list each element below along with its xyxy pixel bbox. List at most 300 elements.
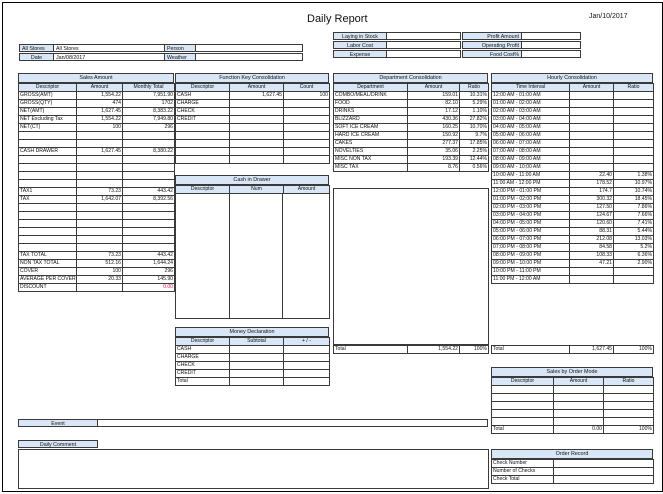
order-mode-total-row: [492, 426, 654, 434]
table-cell: 12:00 PM - 01:00 PM: [492, 188, 570, 196]
table-cell: 150.92: [408, 132, 460, 140]
table-cell: 127.50: [570, 204, 614, 212]
table-row: [176, 132, 330, 140]
table-cell: [570, 100, 614, 108]
table-cell: [570, 156, 614, 164]
table-cell: CHECK: [176, 108, 230, 116]
table-cell: 1,554.22: [77, 116, 123, 124]
table-cell: [19, 156, 77, 164]
table-cell: 35.06: [408, 148, 460, 156]
table-cell: 212.08: [570, 236, 614, 244]
table-cell: 20.33: [77, 276, 123, 284]
table-cell: 2.90%: [614, 260, 654, 268]
table-row: [492, 116, 654, 124]
operating-profit-label: Operating Profit: [462, 41, 522, 49]
table-cell: [123, 172, 175, 180]
table-cell: 159.01: [408, 92, 460, 100]
table-cell: [230, 378, 284, 386]
table-row: [19, 260, 175, 268]
table-row: [492, 156, 654, 164]
table-cell: MISC NON TAX: [334, 156, 408, 164]
order-record-table: [491, 459, 654, 484]
table-row: [176, 156, 330, 164]
order-record-check-total: Check Total: [492, 476, 554, 484]
date-label: Date: [19, 53, 54, 61]
table-row: [492, 276, 654, 284]
table-cell: [284, 124, 330, 132]
sales-header-amount: Amount: [77, 84, 123, 92]
table-row: [176, 92, 330, 100]
table-cell: [123, 228, 175, 236]
dept-total-amount: 1,554.22: [408, 346, 460, 354]
hourly-total-ratio: 100%: [614, 346, 654, 354]
table-row: [176, 108, 330, 116]
table-row: [492, 418, 654, 426]
table-row: [19, 204, 175, 212]
table-row: [19, 276, 175, 284]
table-cell: MISC TAX: [334, 164, 408, 172]
department-table: [333, 83, 489, 172]
table-cell: [614, 108, 654, 116]
cash-in-drawer-caption: Cash in Drawer: [175, 175, 329, 185]
table-row: [19, 244, 175, 252]
table-cell: 8,383.22: [123, 108, 175, 116]
table-cell: [19, 204, 77, 212]
table-cell: [230, 156, 284, 164]
table-cell: TAX: [19, 196, 77, 204]
department-caption: Department Consolidation: [333, 73, 488, 83]
food-cost-label: Food Cost%: [462, 50, 522, 58]
table-cell: [123, 244, 175, 252]
table-cell: [614, 116, 654, 124]
table-cell: [176, 156, 230, 164]
table-cell: 120.60: [570, 220, 614, 228]
table-cell: 03:00 PM - 04:00 PM: [492, 212, 570, 220]
table-row: [492, 402, 654, 410]
table-cell: 05:00 AM - 06:00 AM: [492, 132, 570, 140]
table-row: [19, 284, 175, 292]
table-row: [492, 180, 654, 188]
table-cell: 443.42: [123, 252, 175, 260]
table-cell: 100: [284, 92, 330, 100]
table-cell: 430.36: [408, 116, 460, 124]
table-row: [176, 378, 330, 386]
table-row: [492, 92, 654, 100]
table-cell: 09:00 AM - 10:00 AM: [492, 164, 570, 172]
table-cell: [176, 148, 230, 156]
om-header-ratio: Ratio: [604, 378, 654, 386]
table-cell: 193.39: [408, 156, 460, 164]
table-cell: 1,644.24: [123, 260, 175, 268]
table-row: [19, 148, 175, 156]
dept-header-department: Department: [334, 84, 408, 92]
sales-amount-caption: Sales Amount: [18, 73, 174, 83]
table-cell: [284, 132, 330, 140]
table-cell: [614, 92, 654, 100]
table-cell: [123, 212, 175, 220]
order-record-check-number: Check Number: [492, 460, 554, 468]
table-row: [492, 260, 654, 268]
order-record-number-of-checks: Number of Checks: [492, 468, 554, 476]
weather-label: Weather: [164, 53, 196, 61]
table-cell: 1.10%: [460, 108, 489, 116]
table-cell: 1,642.07: [77, 196, 123, 204]
money-declaration-label: CHARGE: [176, 354, 230, 362]
sales-header-descriptor: Descriptor: [19, 84, 77, 92]
layup-value: [386, 32, 461, 40]
table-cell: [77, 180, 123, 188]
money-declaration-caption: Money Declaration: [175, 327, 329, 337]
table-cell: 145.90: [123, 276, 175, 284]
money-declaration-table: [175, 337, 330, 386]
table-cell: 07:00 PM - 08:00 PM: [492, 244, 570, 252]
table-cell: 06:00 PM - 07:00 PM: [492, 236, 570, 244]
table-cell: [570, 108, 614, 116]
table-cell: 6.36%: [614, 252, 654, 260]
table-cell: [614, 140, 654, 148]
daily-report-page: [2, 2, 663, 492]
table-cell: [123, 156, 175, 164]
table-row: [334, 108, 489, 116]
table-row: [176, 100, 330, 108]
table-cell: [77, 228, 123, 236]
table-cell: 84.58: [570, 244, 614, 252]
table-cell: 8,380.22: [123, 148, 175, 156]
table-cell: COVER: [19, 268, 77, 276]
table-cell: 300.32: [570, 196, 614, 204]
table-row: [176, 116, 330, 124]
table-row: [492, 204, 654, 212]
table-cell: [176, 140, 230, 148]
md-header-descriptor: Descriptor: [176, 338, 230, 346]
daily-comment-label: Daily Comment: [18, 440, 98, 448]
table-row: [492, 196, 654, 204]
table-cell: 178.52: [570, 180, 614, 188]
table-cell: [230, 140, 284, 148]
table-cell: 0.00: [123, 284, 175, 292]
table-row: [334, 132, 489, 140]
table-row: [492, 228, 654, 236]
table-row: [19, 188, 175, 196]
table-cell: 124.67: [570, 212, 614, 220]
sales-header-monthly: Monthly Total: [123, 84, 175, 92]
table-cell: DRINKS: [334, 108, 408, 116]
table-cell: [614, 100, 654, 108]
table-cell: [230, 100, 284, 108]
om-total-ratio: 100%: [604, 426, 654, 434]
table-row: [19, 92, 175, 100]
table-cell: 73.23: [77, 188, 123, 196]
table-cell: [19, 244, 77, 252]
money-declaration-label: CREDIT: [176, 370, 230, 378]
table-row: [492, 460, 654, 468]
table-cell: 04:00 AM - 05:00 AM: [492, 124, 570, 132]
cid-header-descriptor: Descriptor: [176, 186, 230, 194]
table-cell: 07:00 AM - 08:00 AM: [492, 148, 570, 156]
table-cell: [123, 204, 175, 212]
table-cell: 27.82%: [460, 116, 489, 124]
hourly-total-row: [491, 345, 654, 354]
dept-total-label: Total: [334, 346, 408, 354]
table-cell: 03:00 AM - 04:00 AM: [492, 116, 570, 124]
table-row: [334, 92, 489, 100]
table-row: [19, 156, 175, 164]
table-cell: [284, 100, 330, 108]
table-cell: 443.42: [123, 188, 175, 196]
table-cell: 1,627.45: [77, 148, 123, 156]
hourly-header-ratio: Ratio: [614, 84, 654, 92]
table-cell: 10.74%: [614, 188, 654, 196]
fk-header-descriptor: Descriptor: [176, 84, 230, 92]
table-row: [492, 212, 654, 220]
table-cell: 18.45%: [614, 196, 654, 204]
table-row: [334, 164, 489, 172]
table-row: [19, 180, 175, 188]
table-row: [492, 468, 654, 476]
table-cell: GROSS(AMT): [19, 92, 77, 100]
table-row: [492, 100, 654, 108]
table-cell: [570, 132, 614, 140]
table-cell: [284, 148, 330, 156]
table-cell: 7,949.80: [123, 116, 175, 124]
table-cell: 1,627.45: [230, 92, 284, 100]
expense-value: [386, 50, 461, 58]
money-declaration-label: CHECK: [176, 362, 230, 370]
table-cell: [19, 212, 77, 220]
table-row: [176, 362, 330, 370]
table-row: [492, 236, 654, 244]
table-cell: [19, 236, 77, 244]
dept-total-ratio: 100%: [460, 346, 489, 354]
table-cell: [284, 346, 330, 354]
table-row: [19, 100, 175, 108]
person-value: [195, 44, 303, 52]
table-cell: 0.56%: [460, 164, 489, 172]
table-cell: 88.31: [570, 228, 614, 236]
table-cell: [570, 116, 614, 124]
table-cell: [614, 156, 654, 164]
table-cell: 296: [123, 268, 175, 276]
table-cell: NET Excluding Tax: [19, 116, 77, 124]
table-cell: 10.31%: [460, 92, 489, 100]
table-cell: [123, 132, 175, 140]
table-row: [334, 116, 489, 124]
labor-cost-value: [386, 41, 461, 49]
table-cell: CASH DRAWER: [19, 148, 77, 156]
table-cell: [230, 116, 284, 124]
table-cell: 05:00 PM - 06:00 PM: [492, 228, 570, 236]
table-cell: [284, 370, 330, 378]
event-label: Event: [18, 419, 98, 427]
table-cell: [176, 132, 230, 140]
table-cell: [230, 370, 284, 378]
table-cell: TAX1: [19, 188, 77, 196]
report-title: Daily Report: [307, 13, 368, 25]
table-cell: [77, 220, 123, 228]
table-cell: [230, 124, 284, 132]
table-row: [176, 140, 330, 148]
hourly-header-amount: Amount: [570, 84, 614, 92]
table-cell: 10.97%: [614, 180, 654, 188]
table-cell: 5.29%: [460, 100, 489, 108]
table-cell: 1,554.22: [77, 92, 123, 100]
table-cell: [19, 140, 77, 148]
table-row: [19, 196, 175, 204]
table-row: [19, 268, 175, 276]
table-cell: [614, 164, 654, 172]
dept-header-amount: Amount: [408, 84, 460, 92]
table-cell: FOOD: [334, 100, 408, 108]
table-cell: DISCOUNT: [19, 284, 77, 292]
hourly-header-time: Time Interval: [492, 84, 570, 92]
table-cell: [77, 140, 123, 148]
table-row: [19, 124, 175, 132]
table-cell: [77, 132, 123, 140]
report-date: Jan/10/2017: [589, 13, 628, 20]
table-row: [19, 140, 175, 148]
table-cell: [284, 378, 330, 386]
table-cell: [123, 164, 175, 172]
table-row: [492, 476, 654, 484]
table-cell: 1.38%: [614, 172, 654, 180]
table-cell: [77, 212, 123, 220]
table-cell: [284, 116, 330, 124]
table-cell: 01:00 PM - 02:00 PM: [492, 196, 570, 204]
table-cell: [19, 132, 77, 140]
table-cell: [77, 204, 123, 212]
table-cell: 73.23: [77, 252, 123, 260]
table-row: [19, 252, 175, 260]
table-cell: 100: [77, 268, 123, 276]
table-cell: [570, 92, 614, 100]
table-cell: 296: [123, 124, 175, 132]
cid-header-num: Num: [230, 186, 284, 194]
table-row: [492, 188, 654, 196]
table-row: [19, 236, 175, 244]
table-row: [19, 108, 175, 116]
table-cell: [230, 346, 284, 354]
table-cell: [19, 164, 77, 172]
table-cell: 10:00 AM - 11:00 AM: [492, 172, 570, 180]
table-cell: 09:00 PM - 10:00 PM: [492, 260, 570, 268]
om-total-amount: 0.00: [554, 426, 604, 434]
table-row: [334, 140, 489, 148]
table-row: [19, 132, 175, 140]
hourly-caption: Hourly Consolidation: [491, 73, 653, 83]
hourly-table: [491, 83, 654, 284]
table-cell: NET(CT): [19, 124, 77, 132]
table-cell: [230, 354, 284, 362]
table-cell: [284, 140, 330, 148]
table-cell: [614, 124, 654, 132]
table-cell: [123, 236, 175, 244]
table-cell: 8,392.56: [123, 196, 175, 204]
table-cell: 7.41%: [614, 220, 654, 228]
table-row: [492, 220, 654, 228]
table-cell: [230, 362, 284, 370]
om-header-amount: Amount: [554, 378, 604, 386]
table-cell: [176, 124, 230, 132]
table-cell: BLIZZARD: [334, 116, 408, 124]
table-cell: 100: [77, 124, 123, 132]
money-declaration-label: CASH: [176, 346, 230, 354]
table-cell: GROSS(QTY): [19, 100, 77, 108]
hourly-total-amount: 1,627.45: [570, 346, 614, 354]
table-cell: [284, 108, 330, 116]
table-row: [492, 140, 654, 148]
cid-header-amount: Amount: [284, 186, 330, 194]
table-row: [19, 172, 175, 180]
table-cell: 1,627.45: [77, 108, 123, 116]
table-cell: 12.44%: [460, 156, 489, 164]
md-header-subtotal: Subtotal: [230, 338, 284, 346]
table-cell: 7.66%: [614, 212, 654, 220]
fk-header-amount: Amount: [230, 84, 284, 92]
table-cell: NON TAX TOTAL: [19, 260, 77, 268]
table-row: [492, 268, 654, 276]
date-value: Jan/08/2017: [53, 53, 165, 61]
order-mode-caption: Sales by Order Mode: [491, 367, 653, 377]
table-cell: 174.7: [570, 188, 614, 196]
table-cell: 02:00 PM - 03:00 PM: [492, 204, 570, 212]
table-row: [176, 354, 330, 362]
table-cell: [77, 236, 123, 244]
table-row: [334, 156, 489, 164]
table-cell: 11:00 AM - 12:00 PM: [492, 180, 570, 188]
table-row: [492, 386, 654, 394]
table-cell: [77, 156, 123, 164]
weather-value: [195, 53, 303, 61]
table-cell: [77, 164, 123, 172]
dept-header-ratio: Ratio: [460, 84, 489, 92]
table-cell: [19, 172, 77, 180]
om-total-label: Total: [492, 426, 554, 434]
layup-label: Laying in Stock: [333, 32, 387, 40]
expense-label: Expense: [333, 50, 387, 58]
table-cell: [570, 148, 614, 156]
event-field[interactable]: [97, 419, 488, 427]
table-row: [334, 100, 489, 108]
table-cell: 82.10: [408, 100, 460, 108]
table-cell: 1702: [123, 100, 175, 108]
table-cell: [284, 156, 330, 164]
table-cell: [284, 354, 330, 362]
table-row: [492, 252, 654, 260]
table-cell: [77, 172, 123, 180]
table-row: [334, 148, 489, 156]
table-cell: CREDIT: [176, 116, 230, 124]
table-cell: 5.2%: [614, 244, 654, 252]
table-row: [176, 148, 330, 156]
table-cell: [19, 228, 77, 236]
table-cell: 277.37: [408, 140, 460, 148]
table-cell: [284, 362, 330, 370]
operating-profit-value: [521, 41, 581, 49]
table-cell: 8.76: [408, 164, 460, 172]
table-cell: [230, 108, 284, 116]
table-cell: 47.21: [570, 260, 614, 268]
table-cell: [123, 220, 175, 228]
table-cell: [230, 132, 284, 140]
table-cell: [570, 164, 614, 172]
table-cell: [570, 268, 614, 276]
table-cell: CAKES: [334, 140, 408, 148]
daily-comment-field[interactable]: [18, 449, 489, 489]
labor-cost-label: Labor Cost: [333, 41, 387, 49]
table-cell: 02:00 AM - 03:00 AM: [492, 108, 570, 116]
fk-header-count: Count: [284, 84, 330, 92]
table-cell: [77, 244, 123, 252]
